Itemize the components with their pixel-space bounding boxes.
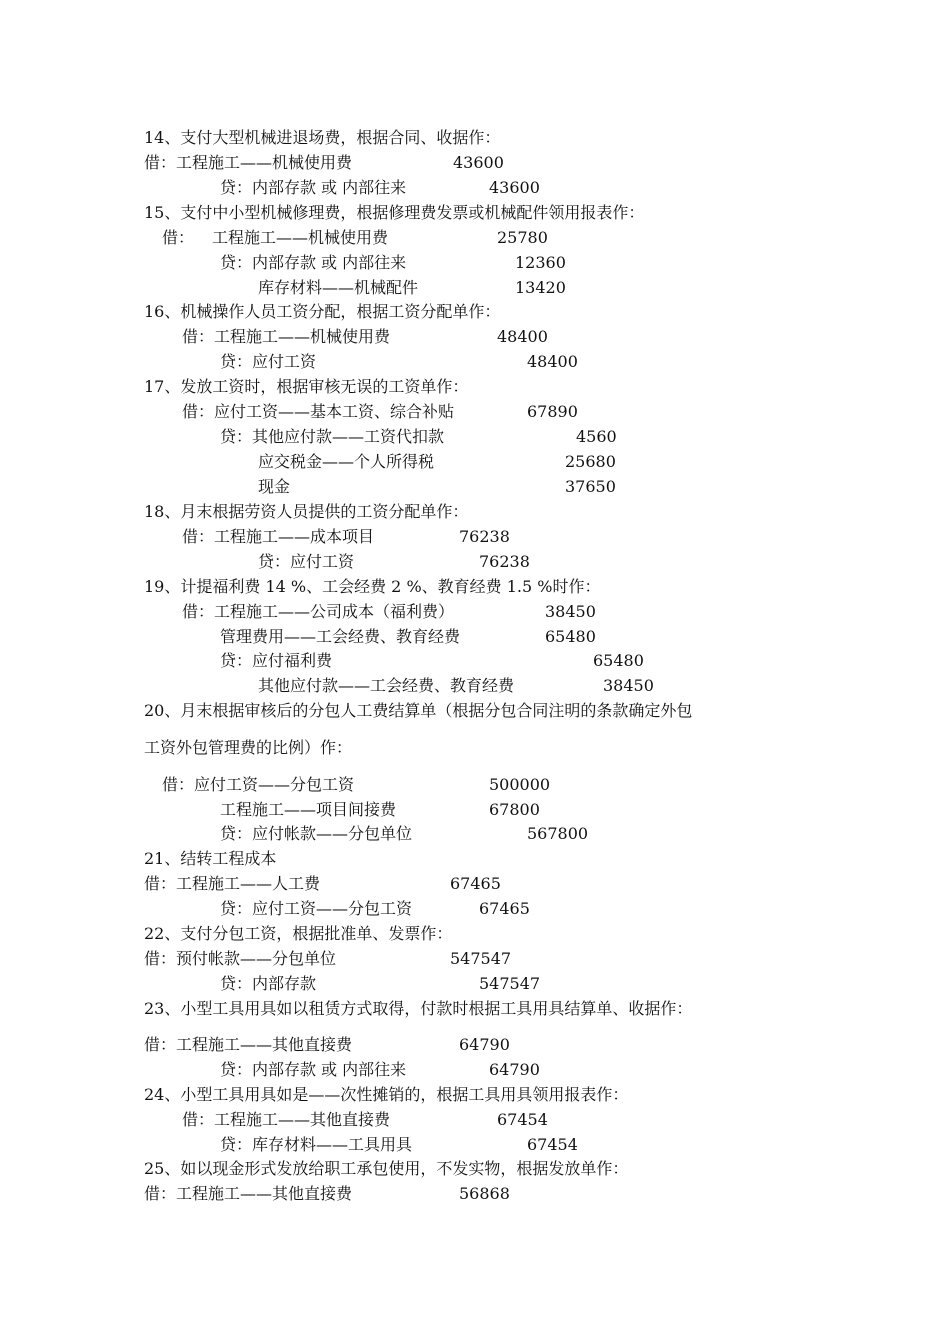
line-text: 借： [162,228,195,247]
line-text: 借：工程施工——机械使用费 [144,153,353,172]
amount: 43600 [453,153,504,172]
line-text: 应交税金——个人所得税 [258,452,435,471]
amount: 67454 [527,1135,578,1154]
line-text: 15、支付中小型机械修理费，根据修理费发票或机械配件领用报表作： [144,203,645,222]
amount: 43600 [489,178,540,197]
amount: 38450 [603,676,654,695]
line-text: 22、支付分包工资，根据批准单、发票作： [144,924,453,943]
amount: 12360 [515,253,566,272]
amount: 64790 [459,1035,510,1054]
line-text: 借：工程施工——机械使用费 [182,327,391,346]
line-text: 贷：应付工资——分包工资 [220,899,413,918]
line-text: 17、发放工资时，根据审核无误的工资单作： [144,377,469,396]
line-text: 贷：内部存款 或 内部往来 [220,253,407,272]
line-text: 现金 [258,477,291,496]
amount: 13420 [515,278,566,297]
line-text: 借：工程施工——其他直接费 [182,1110,391,1129]
line-text: 14、支付大型机械进退场费，根据合同、收据作： [144,128,501,147]
amount: 38450 [545,602,596,621]
line-text: 23、小型工具用具如以租赁方式取得，付款时根据工具用具结算单、收据作： [144,999,693,1018]
line-text: 24、小型工具用具如是——次性摊销的，根据工具用具领用报表作： [144,1085,629,1104]
amount: 76238 [459,527,510,546]
amount: 25780 [497,228,548,247]
amount: 67465 [450,874,501,893]
line-text: 贷：内部存款 或 内部往来 [220,1060,407,1079]
line-text: 借：工程施工——其他直接费 [144,1184,353,1203]
amount: 4560 [576,427,617,446]
line-text: 工程施工——项目间接费 [220,800,397,819]
line-text: 借：工程施工——其他直接费 [144,1035,353,1054]
line-text: 借：预付帐款——分包单位 [144,949,337,968]
line-text: 其他应付款——工会经费、教育经费 [258,676,515,695]
amount: 65480 [545,627,596,646]
amount: 547547 [479,974,541,993]
line-text: 19、计提福利费 14 %、工会经费 2 %、教育经费 1.5 %时作： [144,577,601,596]
line-text: 贷：内部存款 [220,974,317,993]
amount: 500000 [489,775,551,794]
line-text: 管理费用——工会经费、教育经费 [220,627,461,646]
line-text: 20、月末根据审核后的分包人工费结算单（根据分包合同注明的条款确定外包 [144,701,693,720]
amount: 67454 [497,1110,548,1129]
amount: 547547 [450,949,512,968]
amount: 64790 [489,1060,540,1079]
amount: 67465 [479,899,530,918]
line-text: 18、月末根据劳资人员提供的工资分配单作： [144,502,469,521]
line-text: 借：工程施工——人工费 [144,874,321,893]
line-text: 库存材料——机械配件 [258,278,419,297]
line-text: 贷：应付工资 [220,352,317,371]
line-text: 贷：库存材料——工具用具 [220,1135,413,1154]
line-text: 借：工程施工——成本项目 [182,527,375,546]
amount: 25680 [565,452,616,471]
line-text: 工资外包管理费的比例）作： [144,738,353,757]
line-text: 借：应付工资——基本工资、综合补贴 [182,402,455,421]
line-text: 贷：应付福利费 [220,651,333,670]
line-text: 贷：应付工资 [258,552,355,571]
line-text: 21、结转工程成本 [144,849,277,868]
amount: 65480 [593,651,644,670]
amount: 56868 [459,1184,510,1203]
line-text: 16、机械操作人员工资分配，根据工资分配单作： [144,302,501,321]
line-text: 工程施工——机械使用费 [212,228,389,247]
amount: 48400 [497,327,548,346]
line-text: 25、如以现金形式发放给职工承包使用，不发实物，根据发放单作： [144,1159,629,1178]
amount: 67890 [527,402,578,421]
amount: 67800 [489,800,540,819]
line-text: 贷：其他应付款——工资代扣款 [220,427,445,446]
amount: 48400 [527,352,578,371]
line-text: 贷：应付帐款——分包单位 [220,824,413,843]
line-text: 贷：内部存款 或 内部往来 [220,178,407,197]
amount: 76238 [479,552,530,571]
line-text: 借：工程施工——公司成本（福利费） [182,602,455,621]
amount: 37650 [565,477,616,496]
line-text: 借：应付工资——分包工资 [162,775,355,794]
amount: 567800 [527,824,589,843]
